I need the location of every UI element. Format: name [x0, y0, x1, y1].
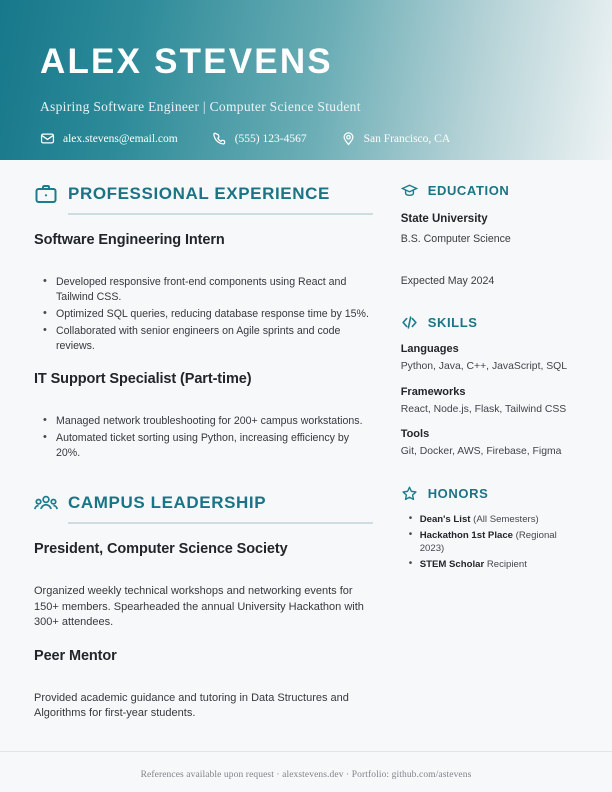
honors-list	[401, 513, 578, 571]
entry-meta: Sept 2022 – May 2023	[34, 669, 156, 682]
experience-entry	[34, 371, 373, 461]
section-header	[34, 491, 373, 515]
main-column	[34, 182, 391, 752]
section-title-education: EDUCATION	[427, 183, 510, 198]
section-title-skills: SKILLS	[427, 315, 478, 330]
entry-title: IT Support Specialist (Part-time)	[34, 371, 252, 387]
section-education	[401, 182, 578, 288]
contact-email-text: alex.stevens@email.com	[63, 132, 178, 145]
entry-title: Software Engineering Intern	[34, 232, 225, 248]
education-expected-date: Expected May 2024	[400, 275, 495, 287]
section-honors	[401, 485, 578, 571]
phone-icon	[212, 131, 227, 146]
list-item: • Managed network troubleshooting for 200+ campus workstations.	[56, 414, 373, 429]
education-entry	[401, 213, 578, 288]
resume-header	[0, 0, 612, 160]
leadership-entry	[34, 541, 373, 631]
skill-group	[401, 386, 578, 417]
section-header	[401, 485, 578, 502]
entry-title: Peer Mentor	[34, 647, 117, 664]
section-title-honors: HONORS	[427, 485, 489, 501]
list-item: • Automated ticket sorting using Python, increasing efficiency by 20%.	[56, 431, 373, 461]
honor-name: Dean's List	[419, 513, 471, 525]
list-item	[420, 558, 578, 571]
resume-footer	[0, 751, 612, 792]
entry-meta: University IT Dept | Sept 2022 – May 2023	[34, 393, 268, 405]
entry-description: Organized weekly technical workshops and networking events for 150+ members. Spearheaded the annual University Hackathon with 300+ attendees.	[34, 585, 364, 628]
section-header	[401, 182, 578, 199]
star-icon	[401, 485, 418, 502]
education-gpa: GPA: 3.85 / 4.0	[400, 255, 474, 267]
briefcase-icon	[34, 182, 58, 206]
section-divider	[68, 213, 373, 215]
entry-title: President, Computer Science Society	[34, 541, 288, 557]
entry-bullet-list	[34, 414, 373, 461]
section-campus-leadership	[34, 491, 373, 722]
list-item: • Collaborated with senior engineers on Agile sprints and code reviews.	[56, 324, 373, 354]
section-title-experience: PROFESSIONAL EXPERIENCE	[68, 184, 330, 203]
footer-text: References available upon request · alexstevens.dev · Portfolio: github.com/astevens	[140, 770, 472, 780]
people-group-icon	[34, 491, 58, 515]
skill-group	[401, 428, 578, 459]
skill-group-label: Languages	[400, 343, 459, 355]
skill-group-label: Tools	[400, 428, 430, 440]
side-column	[391, 182, 578, 752]
contact-row	[40, 131, 572, 146]
skill-group-items: Python, Java, C++, JavaScript, SQL	[400, 361, 568, 372]
contact-location	[341, 131, 451, 146]
education-degree: B.S. Computer Science	[400, 233, 511, 245]
skill-group-items: Git, Docker, AWS, Firebase, Figma	[400, 446, 562, 457]
section-title-leadership: CAMPUS LEADERSHIP	[68, 493, 267, 512]
location-pin-icon	[341, 131, 356, 146]
education-school: State University	[400, 213, 488, 225]
skill-group-items: React, Node.js, Flask, Tailwind CSS	[400, 403, 567, 415]
honor-name: STEM Scholar	[419, 558, 485, 570]
list-item: • Developed responsive front-end components using React and Tailwind CSS.	[56, 275, 373, 305]
contact-location-text: San Francisco, CA	[363, 132, 451, 145]
resume-body	[0, 160, 612, 752]
section-skills	[401, 314, 578, 459]
list-item	[420, 513, 578, 526]
entry-meta: TechNova Solutions | June 2023 – August 2023	[34, 254, 299, 266]
honor-name: Hackathon 1st Place	[419, 529, 514, 541]
section-professional-experience	[34, 182, 373, 461]
contact-phone-text: (555) 123-4567	[234, 132, 307, 145]
skill-group	[401, 343, 578, 374]
honor-detail: (Regional 2023)	[419, 529, 557, 554]
graduation-cap-icon	[401, 182, 418, 199]
section-header	[401, 314, 578, 331]
section-header	[34, 182, 373, 206]
contact-phone[interactable]	[212, 131, 307, 146]
leadership-entry	[34, 648, 373, 722]
skill-group-label: Frameworks	[400, 385, 466, 398]
header-tagline: Aspiring Software Engineer | Computer Science Student	[40, 99, 361, 114]
list-item: • Optimized SQL queries, reducing database response time by 15%.	[56, 307, 373, 322]
entry-description: Provided academic guidance and tutoring in Data Structures and Algorithms for first-year students.	[34, 691, 349, 719]
envelope-icon	[40, 131, 55, 146]
list-item	[420, 529, 578, 555]
honor-detail: Recipient	[484, 558, 527, 570]
code-brackets-icon	[401, 314, 418, 331]
experience-entry	[34, 232, 373, 354]
honor-detail: (All Semesters)	[470, 513, 539, 525]
entry-bullet-list	[34, 275, 373, 354]
section-divider	[68, 522, 373, 524]
page-title: ALEX STEVENS	[40, 42, 333, 81]
entry-meta: Aug 2023 – Present	[34, 563, 144, 575]
contact-email[interactable]	[40, 131, 178, 146]
